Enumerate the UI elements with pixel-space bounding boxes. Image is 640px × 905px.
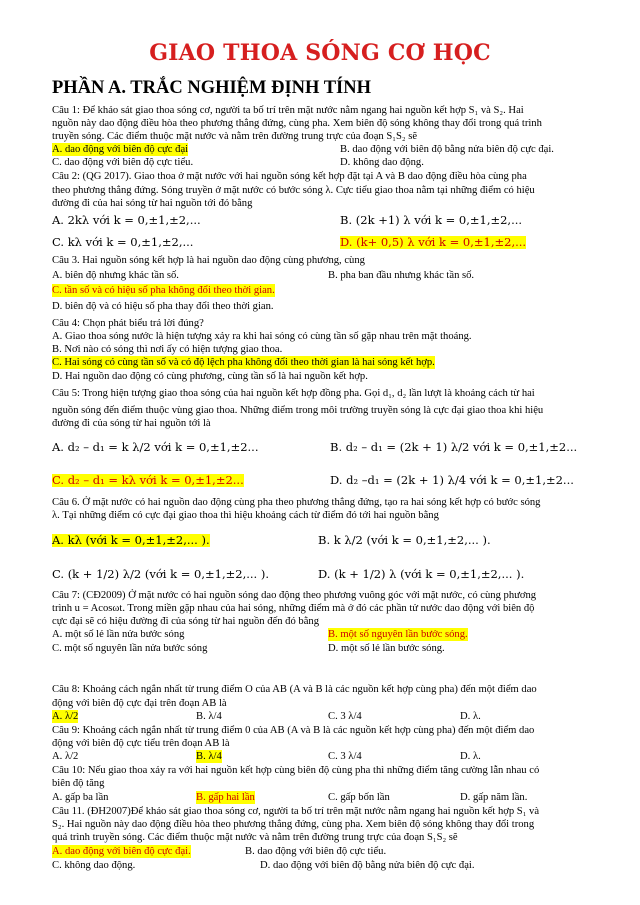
q11-text-1: Câu 11. (ĐH2007)Để khảo sát giao thoa sóng cơ, người ta bố trí trên mặt nước nằm ngang hai nguồn kết hợp S₁ và <box>52 806 540 817</box>
q4-option-a: A. Giao thoa sóng nước là hiện tượng xảy ra khi hai sóng có cùng tần số gặp nhau trên mặt thoáng. <box>52 331 472 342</box>
q8-option-d: D. λ. <box>460 711 481 722</box>
q9-option-a: A. λ/2 <box>52 751 79 762</box>
q7-text-1: Câu 7: (CĐ2009) Ở mặt nước có hai nguồn sóng dao động theo phương vuông góc với mặt nước, có cùng phương <box>52 590 537 601</box>
part-heading: PHẦN A. TRẮC NGHIỆM ĐỊNH TÍNH <box>52 78 371 98</box>
q2-text-1: Câu 2: (QG 2017). Giao thoa ở mặt nước với hai nguồn sóng kết hợp đặt tại A và B dao động điều hòa cùng pha <box>52 171 527 182</box>
q3-text: Câu 3. Hai nguồn sóng kết hợp là hai nguồn dao động cùng phương, cùng <box>52 255 365 266</box>
q6-option-d: D. (k + 1/2) λ (với k = 0,±1,±2,... ). <box>318 567 525 581</box>
q7-text-3: cực đại sẽ có hiệu đường đi của sóng từ hai nguồn đến đó bằng <box>52 616 320 627</box>
q7-option-b: B. một số nguyên lần bước sóng. <box>328 629 468 640</box>
q4-option-b: B. Nơi nào có sóng thì nơi ấy có hiện tượng giao thoa. <box>52 344 283 355</box>
q11-text-2: S₂. Hai nguồn này dao động điều hòa theo phương thẳng đứng, cùng pha. Xem biên độ sóng không thay đổi trong <box>52 819 535 830</box>
q9-option-b: B. λ/4 <box>196 751 222 762</box>
q11-option-b: B. dao động với biên độ cực tiểu. <box>245 846 387 857</box>
q3-option-c: C. tần số và có hiệu số pha không đổi theo thời gian. <box>52 285 275 296</box>
q9-option-c: C. 3 λ/4 <box>328 751 362 762</box>
q1-option-d: D. không dao động. <box>340 157 424 168</box>
q10-text-1: Câu 10: Nếu giao thoa xảy ra với hai nguồn kết hợp cùng biên độ cùng pha thì những điểm tăng cường lẫn nhau có <box>52 765 540 776</box>
q5-option-d: D. d₂ –d₁ = (2k + 1) λ/4 với k = 0,±1,±2... <box>330 473 574 487</box>
q10-option-d: D. gấp năm lần. <box>460 792 528 803</box>
q5-option-b: B. d₂ – d₁ = (2k + 1) λ/2 với k = 0,±1,±2... <box>330 440 578 454</box>
q1-text-3: truyền sóng. Các điểm thuộc mặt nước và nằm trên đường trung trực của đoạn S₁S₂ sẽ <box>52 131 418 142</box>
q2-option-b: B. (2k +1) λ với k = 0,±1,±2,... <box>340 213 523 227</box>
q10-option-c: C. gấp bốn lần <box>328 792 390 803</box>
q2-option-a: A. 2kλ với k = 0,±1,±2,... <box>52 213 201 227</box>
q6-option-b: B. k λ/2 (với k = 0,±1,±2,... ). <box>318 533 491 547</box>
q8-option-c: C. 3 λ/4 <box>328 711 362 722</box>
q8-option-b: B. λ/4 <box>196 711 222 722</box>
q10-text-2: biên độ tăng <box>52 778 105 789</box>
q5-text-2: nguồn sóng đến điểm thuộc vùng giao thoa. Những điểm trong môi trường truyền sóng là cực đại giao thoa khi hiệu <box>52 405 544 416</box>
q6-option-c: C. (k + 1/2) λ/2 (với k = 0,±1,±2,... ). <box>52 567 269 581</box>
q5-option-a: A. d₂ – d₁ = k λ/2 với k = 0,±1,±2... <box>52 440 259 454</box>
q11-option-c: C. không dao động. <box>52 860 136 871</box>
q1-option-a: A. dao động với biên độ cực đại <box>52 144 189 155</box>
q8-option-a: A. λ/2 <box>52 711 79 722</box>
q9-option-d: D. λ. <box>460 751 481 762</box>
q7-option-c: C. một số nguyên lần nửa bước sóng <box>52 643 208 654</box>
q7-text-2: trình u = Acosωt. Trong miền gặp nhau của hai sóng, những điểm mà ở đó các phần tử nước dao động với biên độ <box>52 603 535 614</box>
q10-option-b: B. gấp hai lần <box>196 792 255 803</box>
q11-option-d: D. dao động với biên độ bằng nửa biên độ cực đại. <box>260 860 475 871</box>
q8-text-2: động với biên độ cực đại trên đoạn AB là <box>52 698 227 709</box>
q9-text-2: động với biên độ cực tiểu trên đoạn AB là <box>52 738 230 749</box>
q2-text-2: theo phương thẳng đứng. Sóng truyền ở mặt nước có bước sóng λ. Cực tiểu giao thoa nằm tại những điểm có hiệu <box>52 185 535 196</box>
q11-text-3: quá trình truyền sóng. Các điểm thuộc mặt nước và nằm trên đường trung trực của đoạn S₁S₂ sẽ <box>52 832 458 843</box>
q5-text-3: đường đi của sóng từ hai nguồn tới là <box>52 418 211 429</box>
q2-option-c: C. kλ với k = 0,±1,±2,... <box>52 235 194 249</box>
document-title: GIAO THOA SÓNG CƠ HỌC <box>149 40 491 66</box>
q7-option-a: A. một số lẻ lần nửa bước sóng <box>52 629 185 640</box>
q11-option-a: A. dao động với biên độ cực đại. <box>52 846 191 857</box>
q6-option-a: A. kλ (với k = 0,±1,±2,... ). <box>52 533 210 547</box>
q9-text-1: Câu 9: Khoảng cách ngắn nhất từ trung điểm 0 của AB (A và B là các nguồn kết hợp cùng pha) đến một điểm dao <box>52 725 535 736</box>
q8-text-1: Câu 8: Khoảng cách ngắn nhất từ trung điểm O của AB (A và B là các nguồn kết hợp cùng pha) đến một điểm dao <box>52 684 537 695</box>
q2-option-d: D. (k+ 0,5) λ với k = 0,±1,±2,... <box>340 235 527 249</box>
q5-text-1: Câu 5: Trong hiện tượng giao thoa sóng của hai nguồn kết hợp đồng pha. Gọi d₁, d₂ lần lượt là khoảng cách từ hai <box>52 388 535 399</box>
q5-option-c: C. d₂ – d₁ = kλ với k = 0,±1,±2... <box>52 473 244 487</box>
q3-option-d: D. biên độ và có hiệu số pha thay đổi theo thời gian. <box>52 301 274 312</box>
q6-text-1: Câu 6. Ở mặt nước có hai nguồn dao động cùng pha theo phương thẳng đứng, tạo ra hai sóng kết hợp có bước sóng <box>52 497 541 508</box>
q6-text-2: λ. Tại những điểm có cực đại giao thoa thì hiệu khoảng cách từ điểm đó tới hai nguồn bằng <box>52 510 439 521</box>
q4-text: Câu 4: Chọn phát biểu trả lời đúng? <box>52 318 204 329</box>
q3-option-b: B. pha ban đầu nhưng khác tần số. <box>328 270 475 281</box>
q3-option-a: A. biên độ nhưng khác tần số. <box>52 270 179 281</box>
q4-option-c: C. Hai sóng có cùng tần số và có độ lệch pha không đổi theo thời gian là hai sóng kết hợp. <box>52 357 435 368</box>
q1-option-c: C. dao động với biên độ cực tiểu. <box>52 157 194 168</box>
q1-option-b: B. dao động với biên độ bằng nửa biên độ cực đại. <box>340 144 554 155</box>
q4-option-d: D. Hai nguồn dao động có cùng phương, cùng tần số là hai nguồn kết hợp. <box>52 371 368 382</box>
q1-text-1: Câu 1: Để khảo sát giao thoa sóng cơ, người ta bố trí trên mặt nước nằm ngang hai nguồn kết hợp S₁ và S₂. Hai <box>52 105 524 116</box>
q2-text-3: đường đi của hai sóng từ hai nguồn tới đó bằng <box>52 198 253 209</box>
q1-text-2: nguồn này dao động điều hòa theo phương thẳng đứng, cùng pha. Xem biên độ sóng không thay đổi trong quá trình <box>52 118 542 129</box>
q7-option-d: D. một số lẻ lần bước sóng. <box>328 643 445 654</box>
q10-option-a: A. gấp ba lần <box>52 792 109 803</box>
